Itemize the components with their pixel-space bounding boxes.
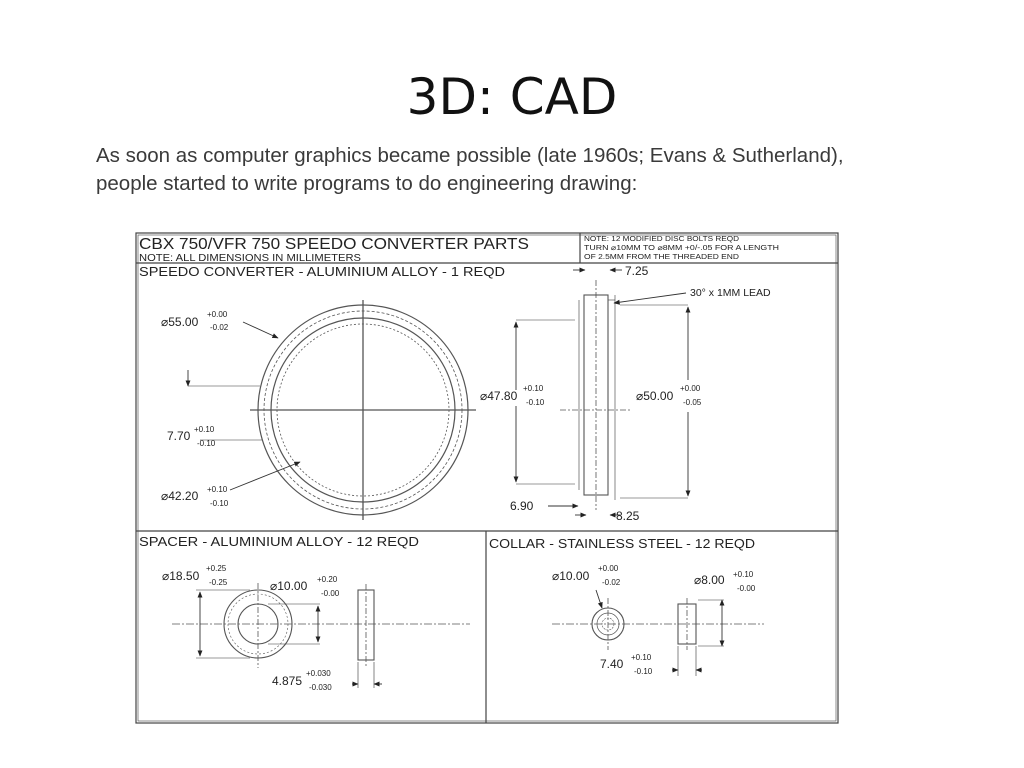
bolt-note-line-3: OF 2.5MM FROM THE THREADED END	[584, 254, 739, 261]
dim-d55: ⌀55.00	[161, 315, 199, 329]
dim-d1850: ⌀18.50	[162, 569, 200, 583]
dim-d800: ⌀8.00	[694, 573, 725, 587]
dim-d4220: ⌀42.20	[161, 489, 199, 503]
dim-d1850-tol-plus: +0.25	[206, 564, 227, 573]
dim-collar-d1000: ⌀10.00	[552, 569, 590, 583]
dim-w770: 7.70	[167, 429, 191, 443]
dim-spacer-d1000: ⌀10.00	[270, 579, 308, 593]
dimension-note: NOTE: ALL DIMENSIONS IN MILLIMETERS	[139, 253, 362, 264]
dim-w770-tol-plus: +0.10	[194, 425, 215, 434]
dim-d800-tol-minus: -0.00	[737, 584, 756, 593]
dim-w740-tol-minus: -0.10	[634, 667, 653, 676]
dim-d4220-tol-plus: +0.10	[207, 485, 228, 494]
dim-d4780-tol-minus: -0.10	[526, 398, 545, 407]
dim-d4780-tol-plus: +0.10	[523, 384, 544, 393]
dim-d55-tol-minus: -0.02	[210, 323, 229, 332]
dim-top-725: 7.25	[625, 264, 649, 278]
slide-title: 3D: CAD	[406, 68, 618, 126]
intro-line-2: people started to write programs to do engineering drawing:	[96, 172, 638, 195]
dim-d800-tol-plus: +0.10	[733, 570, 754, 579]
dim-w740-tol-plus: +0.10	[631, 653, 652, 662]
dim-collar-d1000-tol-minus: -0.02	[602, 578, 621, 587]
lead-note: 30° x 1MM LEAD	[690, 287, 771, 299]
dim-w740: 7.40	[600, 657, 624, 671]
bolt-note-line-1: NOTE: 12 MODIFIED DISC BOLTS REQD	[584, 236, 739, 243]
dim-d5000-tol-plus: +0.00	[680, 384, 701, 393]
converter-front-dims	[188, 322, 300, 490]
bolt-note-line-2: TURN ⌀10MM TO ⌀8MM +0/-.05 FOR A LENGTH	[584, 245, 779, 252]
dim-w770-tol-minus: -0.10	[197, 439, 216, 448]
dim-690: 6.90	[510, 499, 534, 513]
dim-w4875-tol-minus: -0.030	[309, 683, 332, 692]
drawing-frame	[136, 233, 838, 723]
dim-d4780: ⌀47.80	[480, 389, 518, 403]
dim-d55-tol-plus: +0.00	[207, 310, 228, 319]
spacer-part-title: SPACER - ALUMINIUM ALLOY - 12 REQD	[139, 535, 419, 549]
dim-d4220-tol-minus: -0.10	[210, 499, 229, 508]
converter-part-title: SPEEDO CONVERTER - ALUMINIUM ALLOY - 1 REQD	[139, 265, 505, 279]
dim-w4875: 4.875	[272, 674, 303, 688]
dim-w4875-tol-plus: +0.030	[306, 669, 331, 678]
converter-side-view	[560, 280, 632, 510]
converter-front-view	[250, 300, 476, 520]
dim-d5000-tol-minus: -0.05	[683, 398, 702, 407]
collar-views	[552, 598, 764, 650]
dim-d5000: ⌀50.00	[636, 389, 674, 403]
dim-spacer-d1000-tol-plus: +0.20	[317, 575, 338, 584]
dim-d1850-tol-minus: -0.25	[209, 578, 228, 587]
collar-part-title: COLLAR - STAINLESS STEEL - 12 REQD	[489, 537, 755, 551]
main-title: CBX 750/VFR 750 SPEEDO CONVERTER PARTS	[139, 236, 529, 253]
dim-spacer-d1000-tol-minus: -0.00	[321, 589, 340, 598]
dim-collar-d1000-tol-plus: +0.00	[598, 564, 619, 573]
intro-line-1: As soon as computer graphics became possible (late 1960s; Evans & Sutherland),	[96, 144, 844, 167]
dim-825: 8.25	[616, 509, 640, 523]
